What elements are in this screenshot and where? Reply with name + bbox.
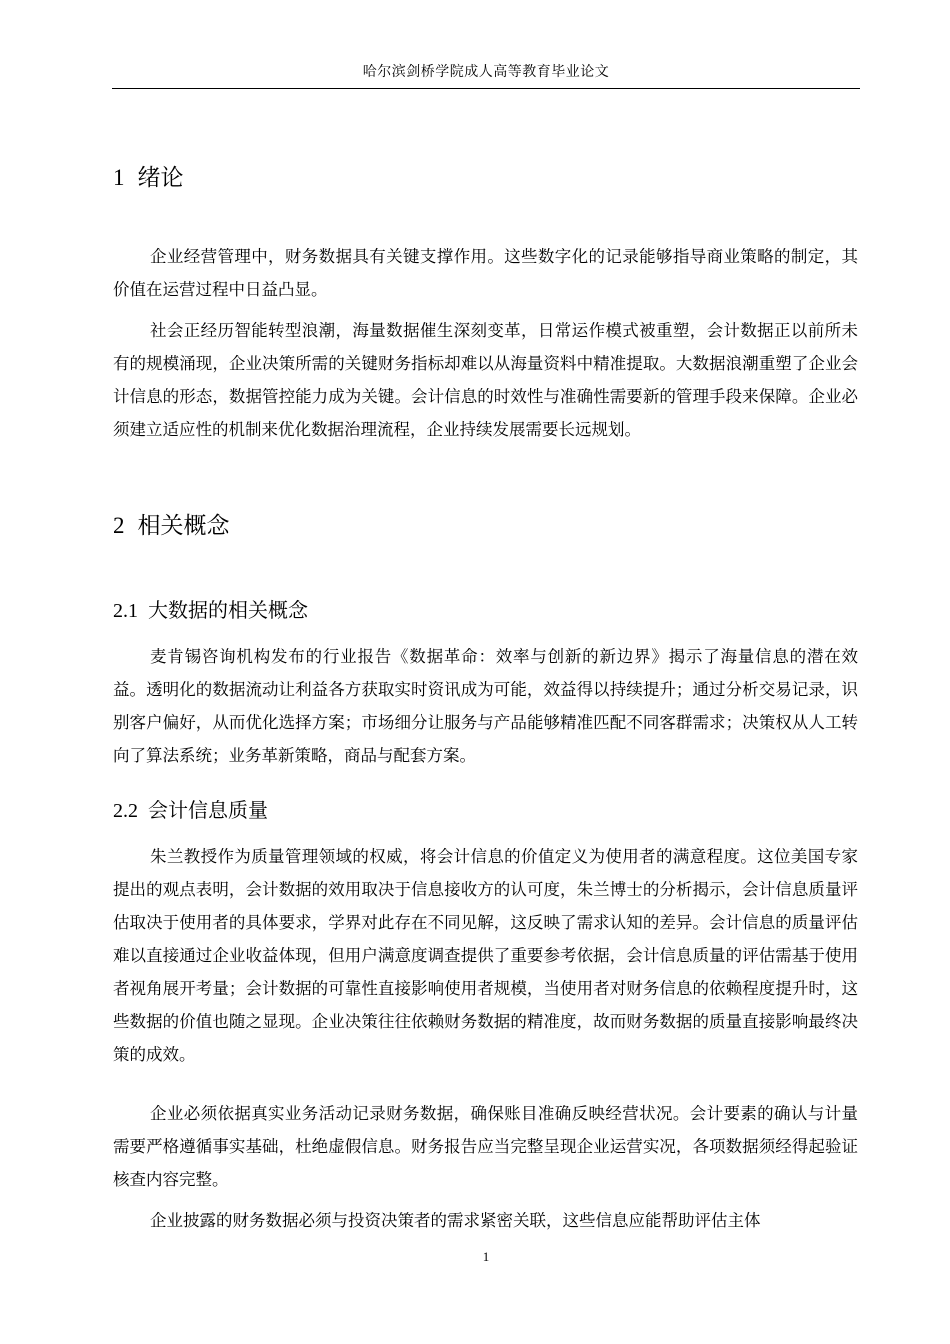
section-2-2-paragraph-1: 朱兰教授作为质量管理领域的权威，将会计信息的价值定义为使用者的满意程度。这位美国专家提出的观点表明，会计数据的效用取决于信息接收方的认可度，朱兰博士的分析揭示，会计信息质量评估取决于使用者的具体要求，学界对此存在不同见解，这反映了需求认知的差异。会计信息的质量评估难以直接通过企业收益体现，但用户满意度调查提供了重要参考依据，会计信息质量的评估需基于使用者视角展开考量；会计数据的可靠性直接影响使用者规模，当使用者对财务信息的依赖程度提升时，这些数据的价值也随之显现。企业决策往往依赖财务数据的精准度，故而财务数据的质量直接影响最终决策的成效。	[113, 847, 858, 1064]
section-2-2-heading	[113, 796, 268, 825]
section-2-1-heading	[113, 596, 308, 625]
page-number: 1	[482, 1249, 490, 1264]
section-2-heading	[113, 510, 230, 542]
section-2-2-number: 2.2	[113, 800, 138, 822]
section-2-title: 相关概念	[137, 513, 230, 539]
section-2-1-title: 大数据的相关概念	[148, 598, 308, 622]
section-1-title: 绪论	[137, 165, 184, 191]
section-2-1-number: 2.1	[113, 600, 138, 622]
section-2-2-paragraph-3: 企业披露的财务数据必须与投资决策者的需求紧密关联，这些信息应能帮助评估主体	[150, 1211, 761, 1230]
section-1-paragraph-2: 社会正经历智能转型浪潮，海量数据催生深刻变革，日常运作模式被重塑，会计数据正以前所未有的规模涌现，企业决策所需的关键财务指标却难以从海量资料中精准提取。大数据浪潮重塑了企业会计信息的形态，数据管控能力成为关键。会计信息的时效性与准确性需要新的管理手段来保障。企业必须建立适应性的机制来优化数据治理流程，企业持续发展需要长远规划。	[113, 321, 858, 439]
page-header: 哈尔滨剑桥学院成人高等教育毕业论文	[362, 64, 610, 80]
section-1-heading	[113, 162, 184, 194]
section-2-1-paragraph-1: 麦肯锡咨询机构发布的行业报告《数据革命：效率与创新的新边界》揭示了海量信息的潜在效益。透明化的数据流动让利益各方获取实时资讯成为可能，效益得以持续提升；通过分析交易记录，识别客户偏好，从而优化选择方案；市场细分让服务与产品能够精准匹配不同客群需求；决策权从人工转向了算法系统；业务革新策略，商品与配套方案。	[113, 647, 858, 765]
header-rule	[112, 88, 860, 89]
section-2-2-paragraph-2: 企业必须依据真实业务活动记录财务数据，确保账目准确反映经营状况。会计要素的确认与计量需要严格遵循事实基础，杜绝虚假信息。财务报告应当完整呈现企业运营实况，各项数据须经得起验证核查内容完整。	[113, 1104, 858, 1189]
section-2-number: 2	[113, 513, 125, 538]
section-2-2-title: 会计信息质量	[148, 798, 268, 822]
section-1-paragraph-1: 企业经营管理中，财务数据具有关键支撑作用。这些数字化的记录能够指导商业策略的制定，其价值在运营过程中日益凸显。	[113, 247, 858, 299]
section-1-number: 1	[113, 165, 125, 190]
